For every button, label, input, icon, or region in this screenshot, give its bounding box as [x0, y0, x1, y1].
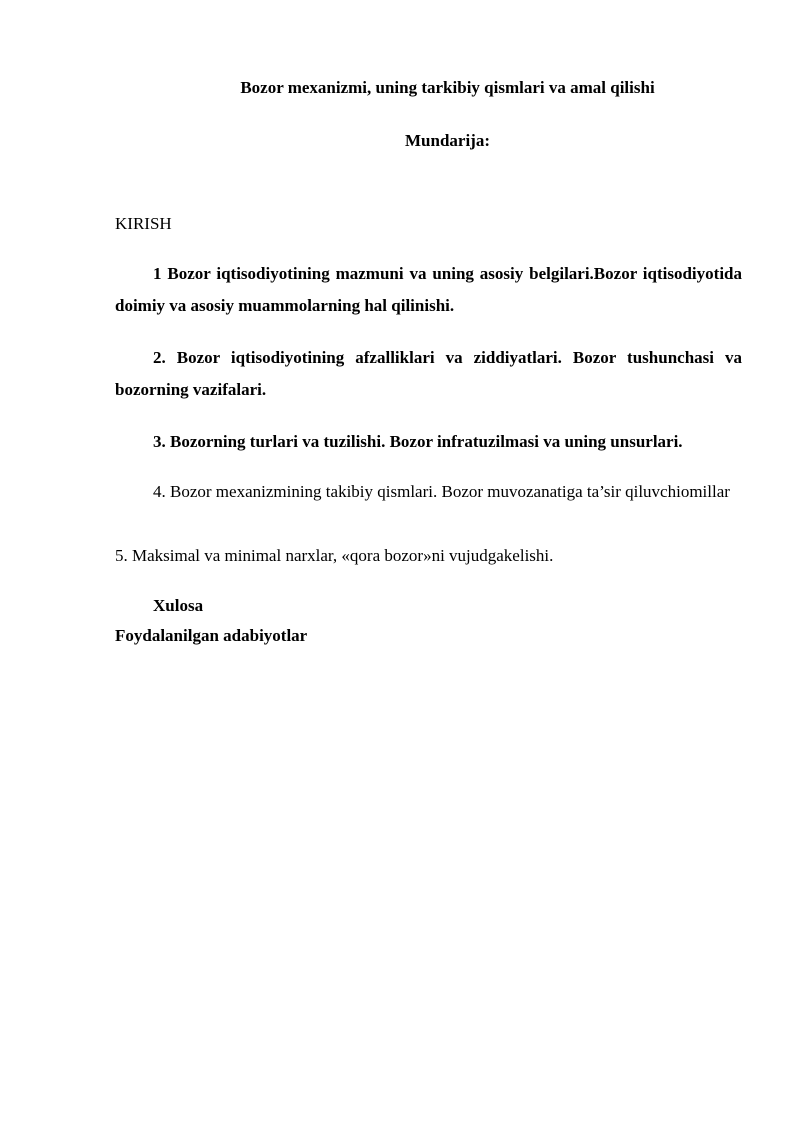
toc-item-intro: KIRISH — [115, 214, 172, 233]
document-title: Bozor mexanizmi, uning tarkibiy qismlari va amal qilishi — [240, 78, 655, 97]
toc-item-references: Foydalanilgan adabiyotlar — [115, 626, 308, 645]
toc-item-2: 2. Bozor iqtisodiyotining afzalliklari va ziddiyatlari. Bozor tushunchasi va bozorning vazifalari. — [115, 348, 742, 399]
toc-item-5: 5. Maksimal va minimal narxlar, «qora bozor»ni vujudgakelishi. — [115, 546, 554, 565]
toc-item-3: 3. Bozorning turlari va tuzilishi. Bozor infratuzilmasi va uning unsurlari. — [153, 432, 683, 451]
toc-item-conclusion: Xulosa — [153, 596, 204, 615]
toc-item-1: 1 Bozor iqtisodiyotining mazmuni va uning asosiy belgilari.Bozor iqtisodiyotida doimiy va asosiy muammolarning hal qilinishi. — [115, 264, 742, 315]
toc-item-4: 4. Bozor mexanizmining takibiy qismlari. Bozor muvozanatiga ta’sir qiluvchiomillar — [153, 482, 730, 501]
toc-heading: Mundarija: — [405, 131, 490, 150]
